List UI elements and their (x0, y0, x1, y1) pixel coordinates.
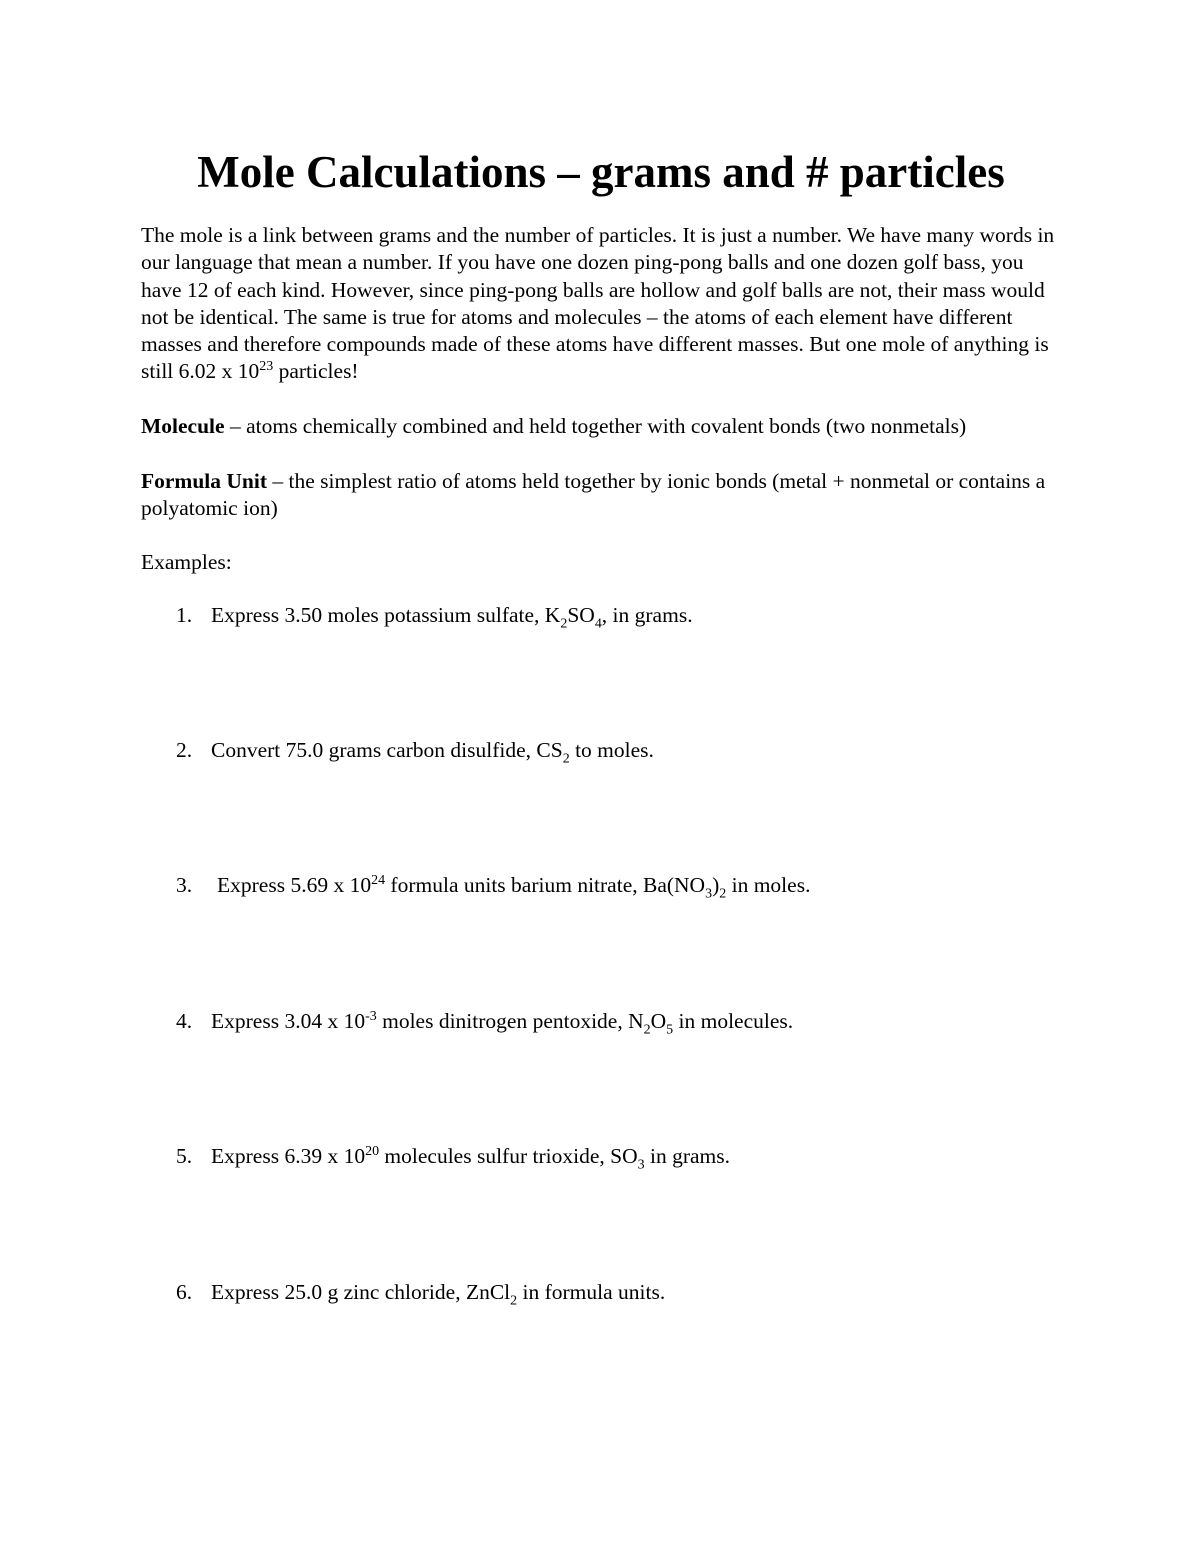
intro-text: The mole is a link between grams and the number of particles. It is just a number. We have many words in our language that mean a number. If you have one dozen ping-pong balls and one dozen golf bass, you have 12 of each kind. However, since ping-pong balls are hollow and golf balls are not, their mass would not be identical. The same is true for atoms and molecules – the atoms of each element have different masses and therefore compounds made of these atoms have different masses. But one mole of anything is still 6.02 x 10 (141, 223, 1055, 384)
problem-number: 2. (176, 738, 193, 762)
intro-paragraph (141, 222, 1061, 386)
problem-text: Convert 75.0 grams carbon disulfide, $CS_2$ to moles. (211, 738, 654, 767)
problem-number: 4. (176, 1009, 193, 1033)
problem-item (141, 1279, 1061, 1309)
problem-number: 3. (176, 873, 193, 897)
problem-number: 6. (176, 1280, 193, 1304)
problem-item (141, 1008, 1061, 1038)
problem-item (141, 737, 1061, 767)
problem-number: 1. (176, 603, 193, 627)
definition-term: Molecule (141, 414, 225, 438)
definition-text: – the simplest ratio of atoms held together by ionic bonds (metal + nonmetal or contains a polyatomic ion) (141, 469, 1046, 521)
page-title: Mole Calculations – grams and # particles (197, 147, 1005, 197)
definition-text: – atoms chemically combined and held together with covalent bonds (two nonmetals) (224, 414, 967, 438)
problem-text: Express 6.39 x $10^{20}$ molecules sulfur trioxide, $SO_3$ in grams. (211, 1143, 730, 1173)
problem-item (141, 602, 1061, 632)
definition-formula-unit (141, 468, 1061, 523)
examples-label: Examples: (141, 550, 232, 574)
intro-tail: particles! (273, 359, 359, 384)
definition-term: Formula Unit (141, 469, 268, 493)
problem-number: 5. (176, 1144, 193, 1168)
problem-item (141, 1143, 1061, 1173)
definition-molecule (141, 413, 1061, 440)
problem-text: Express 3.50 moles potassium sulfate, $K_2SO_4$, in grams. (211, 603, 693, 632)
problem-text: Express 5.69 x $10^{24}$ formula units barium nitrate, $Ba(NO_3)_2$ in moles. (217, 872, 811, 902)
problem-item (141, 872, 1061, 902)
problem-text: Express 3.04 x $10^{-3}$ moles dinitrogen pentoxide, $N_2O_5$ in molecules. (211, 1008, 794, 1038)
avogadro-exponent: 23 (259, 359, 274, 375)
problem-text: Express 25.0 g zinc chloride, ZnCl$_2$ in formula units. (211, 1280, 666, 1309)
